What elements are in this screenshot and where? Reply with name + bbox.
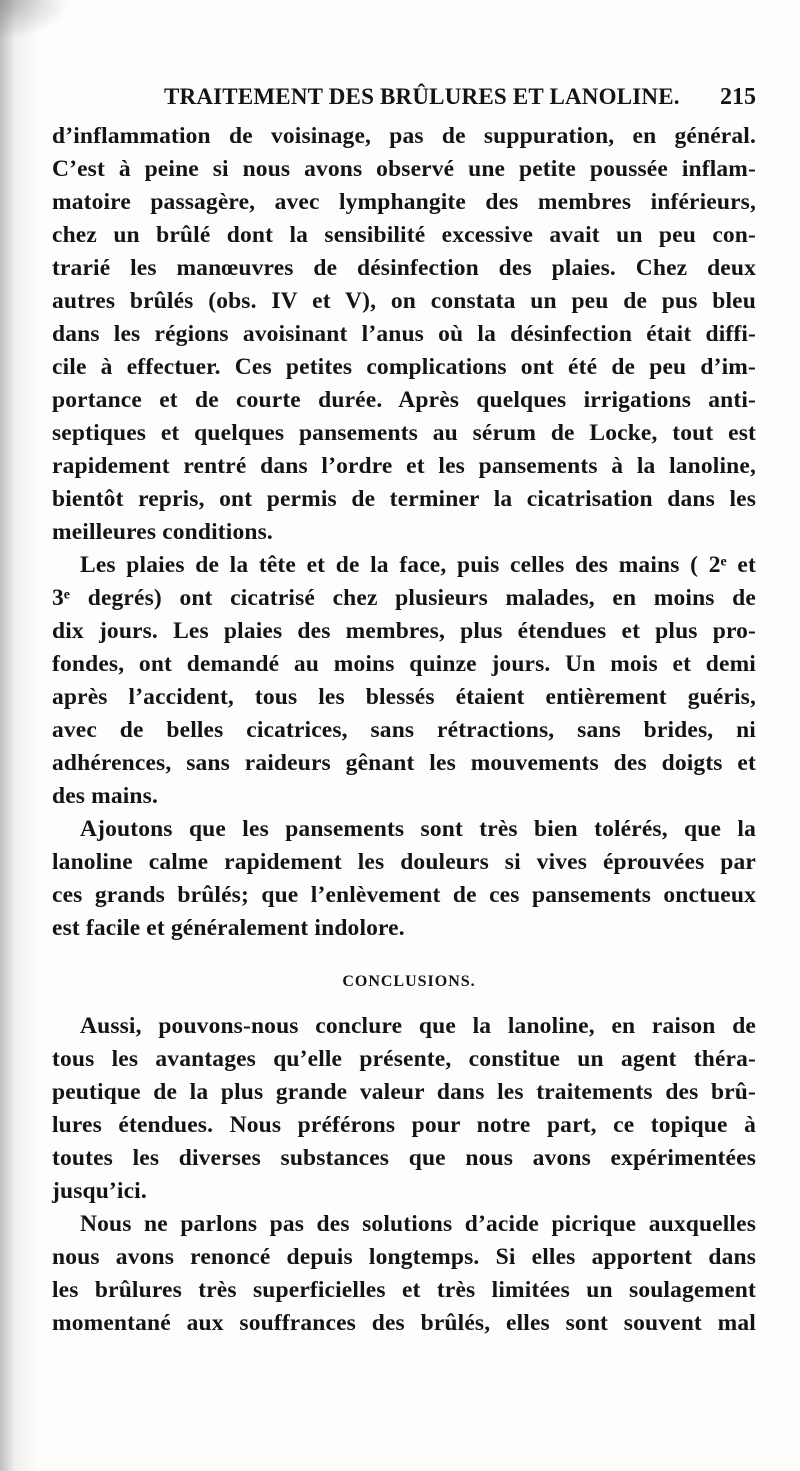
text-line: portance et de courte durée. Après quelques irrigations anti- (52, 387, 756, 413)
text-line: fondes, ont demandé au moins quinze jours. Un mois et demi (52, 651, 756, 677)
text-line: est facile et généralement indolore. (52, 915, 405, 941)
text-line: toutes les diverses substances que nous avons expérimentées (52, 1145, 756, 1171)
text-line: autres brûlés (obs. IV et V), on constata un peu de pus bleu (52, 288, 756, 314)
section-heading: CONCLUSIONS. (342, 973, 476, 990)
text-line: avec de belles cicatrices, sans rétractions, sans brides, ni (52, 717, 756, 743)
page-corner-shadow (0, 0, 70, 40)
text-line: jusqu’ici. (52, 1178, 147, 1204)
text-line: rapidement rentré dans l’ordre et les pansements à la lanoline, (52, 453, 756, 479)
paragraph-2 (52, 549, 756, 813)
text-line: adhérences, sans raideurs gênant les mouvements des doigts et (52, 750, 756, 776)
text-line: meilleures conditions. (52, 519, 273, 545)
text-line: lures étendues. Nous préférons pour notre part, ce topique à (52, 1112, 756, 1138)
text-line: nous avons renoncé depuis longtemps. Si elles apportent dans (52, 1244, 756, 1270)
text-line: lanoline calme rapidement les douleurs si vives éprouvées par (52, 849, 756, 875)
text-line: des mains. (52, 783, 158, 809)
text-line: d’inflammation de voisinage, pas de suppuration, en général. (52, 123, 756, 149)
text-line: bientôt repris, ont permis de terminer la cicatrisation dans les (52, 486, 756, 512)
running-head (52, 82, 760, 118)
page-edge-shadow (0, 0, 38, 1471)
text-line: cile à effectuer. Ces petites complications ont été de peu d’im- (52, 354, 756, 380)
paragraph-1 (52, 120, 756, 549)
text-line: matoire passagère, avec lymphangite des membres inférieurs, (52, 189, 756, 215)
running-title: TRAITEMENT DES BRÛLURES ET LANOLINE. (164, 84, 680, 109)
text-line: C’est à peine si nous avons observé une petite poussée inflam- (52, 156, 756, 182)
text-line: les brûlures très superficielles et très limitées un soulagement (52, 1277, 756, 1303)
text-line: après l’accident, tous les blessés étaient entièrement guéris, (52, 684, 756, 710)
text-line: Les plaies de la tête et de la face, puis celles des mains ( 2ᵉ et (80, 552, 756, 578)
text-line: peutique de la plus grande valeur dans les traitements des brû- (52, 1079, 756, 1105)
text-line: momentané aux souffrances des brûlés, elles sont souvent mal (52, 1310, 756, 1336)
text-line: ces grands brûlés; que l’enlèvement de ces pansements onctueux (52, 882, 756, 908)
text-line: dix jours. Les plaies des membres, plus étendues et plus pro- (52, 618, 756, 644)
text-line: dans les régions avoisinant l’anus où la désinfection était diffi- (52, 321, 756, 347)
text-line: trarié les manœuvres de désinfection des plaies. Chez deux (52, 255, 756, 281)
text-line: Nous ne parlons pas des solutions d’acide picrique auxquelles (80, 1211, 756, 1237)
text-line: chez un brûlé dont la sensibilité excessive avait un peu con- (52, 222, 756, 248)
text-line: tous les avantages qu’elle présente, constitue un agent théra- (52, 1046, 756, 1072)
paragraph-3 (52, 813, 756, 945)
paragraph-4 (52, 1010, 756, 1208)
text-line: Aussi, pouvons-nous conclure que la lanoline, en raison de (80, 1013, 756, 1039)
text-block (52, 120, 756, 1340)
text-line: Ajoutons que les pansements sont très bien tolérés, que la (80, 816, 756, 842)
text-line: septiques et quelques pansements au sérum de Locke, tout est (52, 420, 756, 446)
page-number: 215 (720, 84, 756, 110)
text-line: 3ᵉ degrés) ont cicatrisé chez plusieurs malades, en moins de (52, 585, 756, 611)
paragraph-5 (52, 1208, 756, 1340)
